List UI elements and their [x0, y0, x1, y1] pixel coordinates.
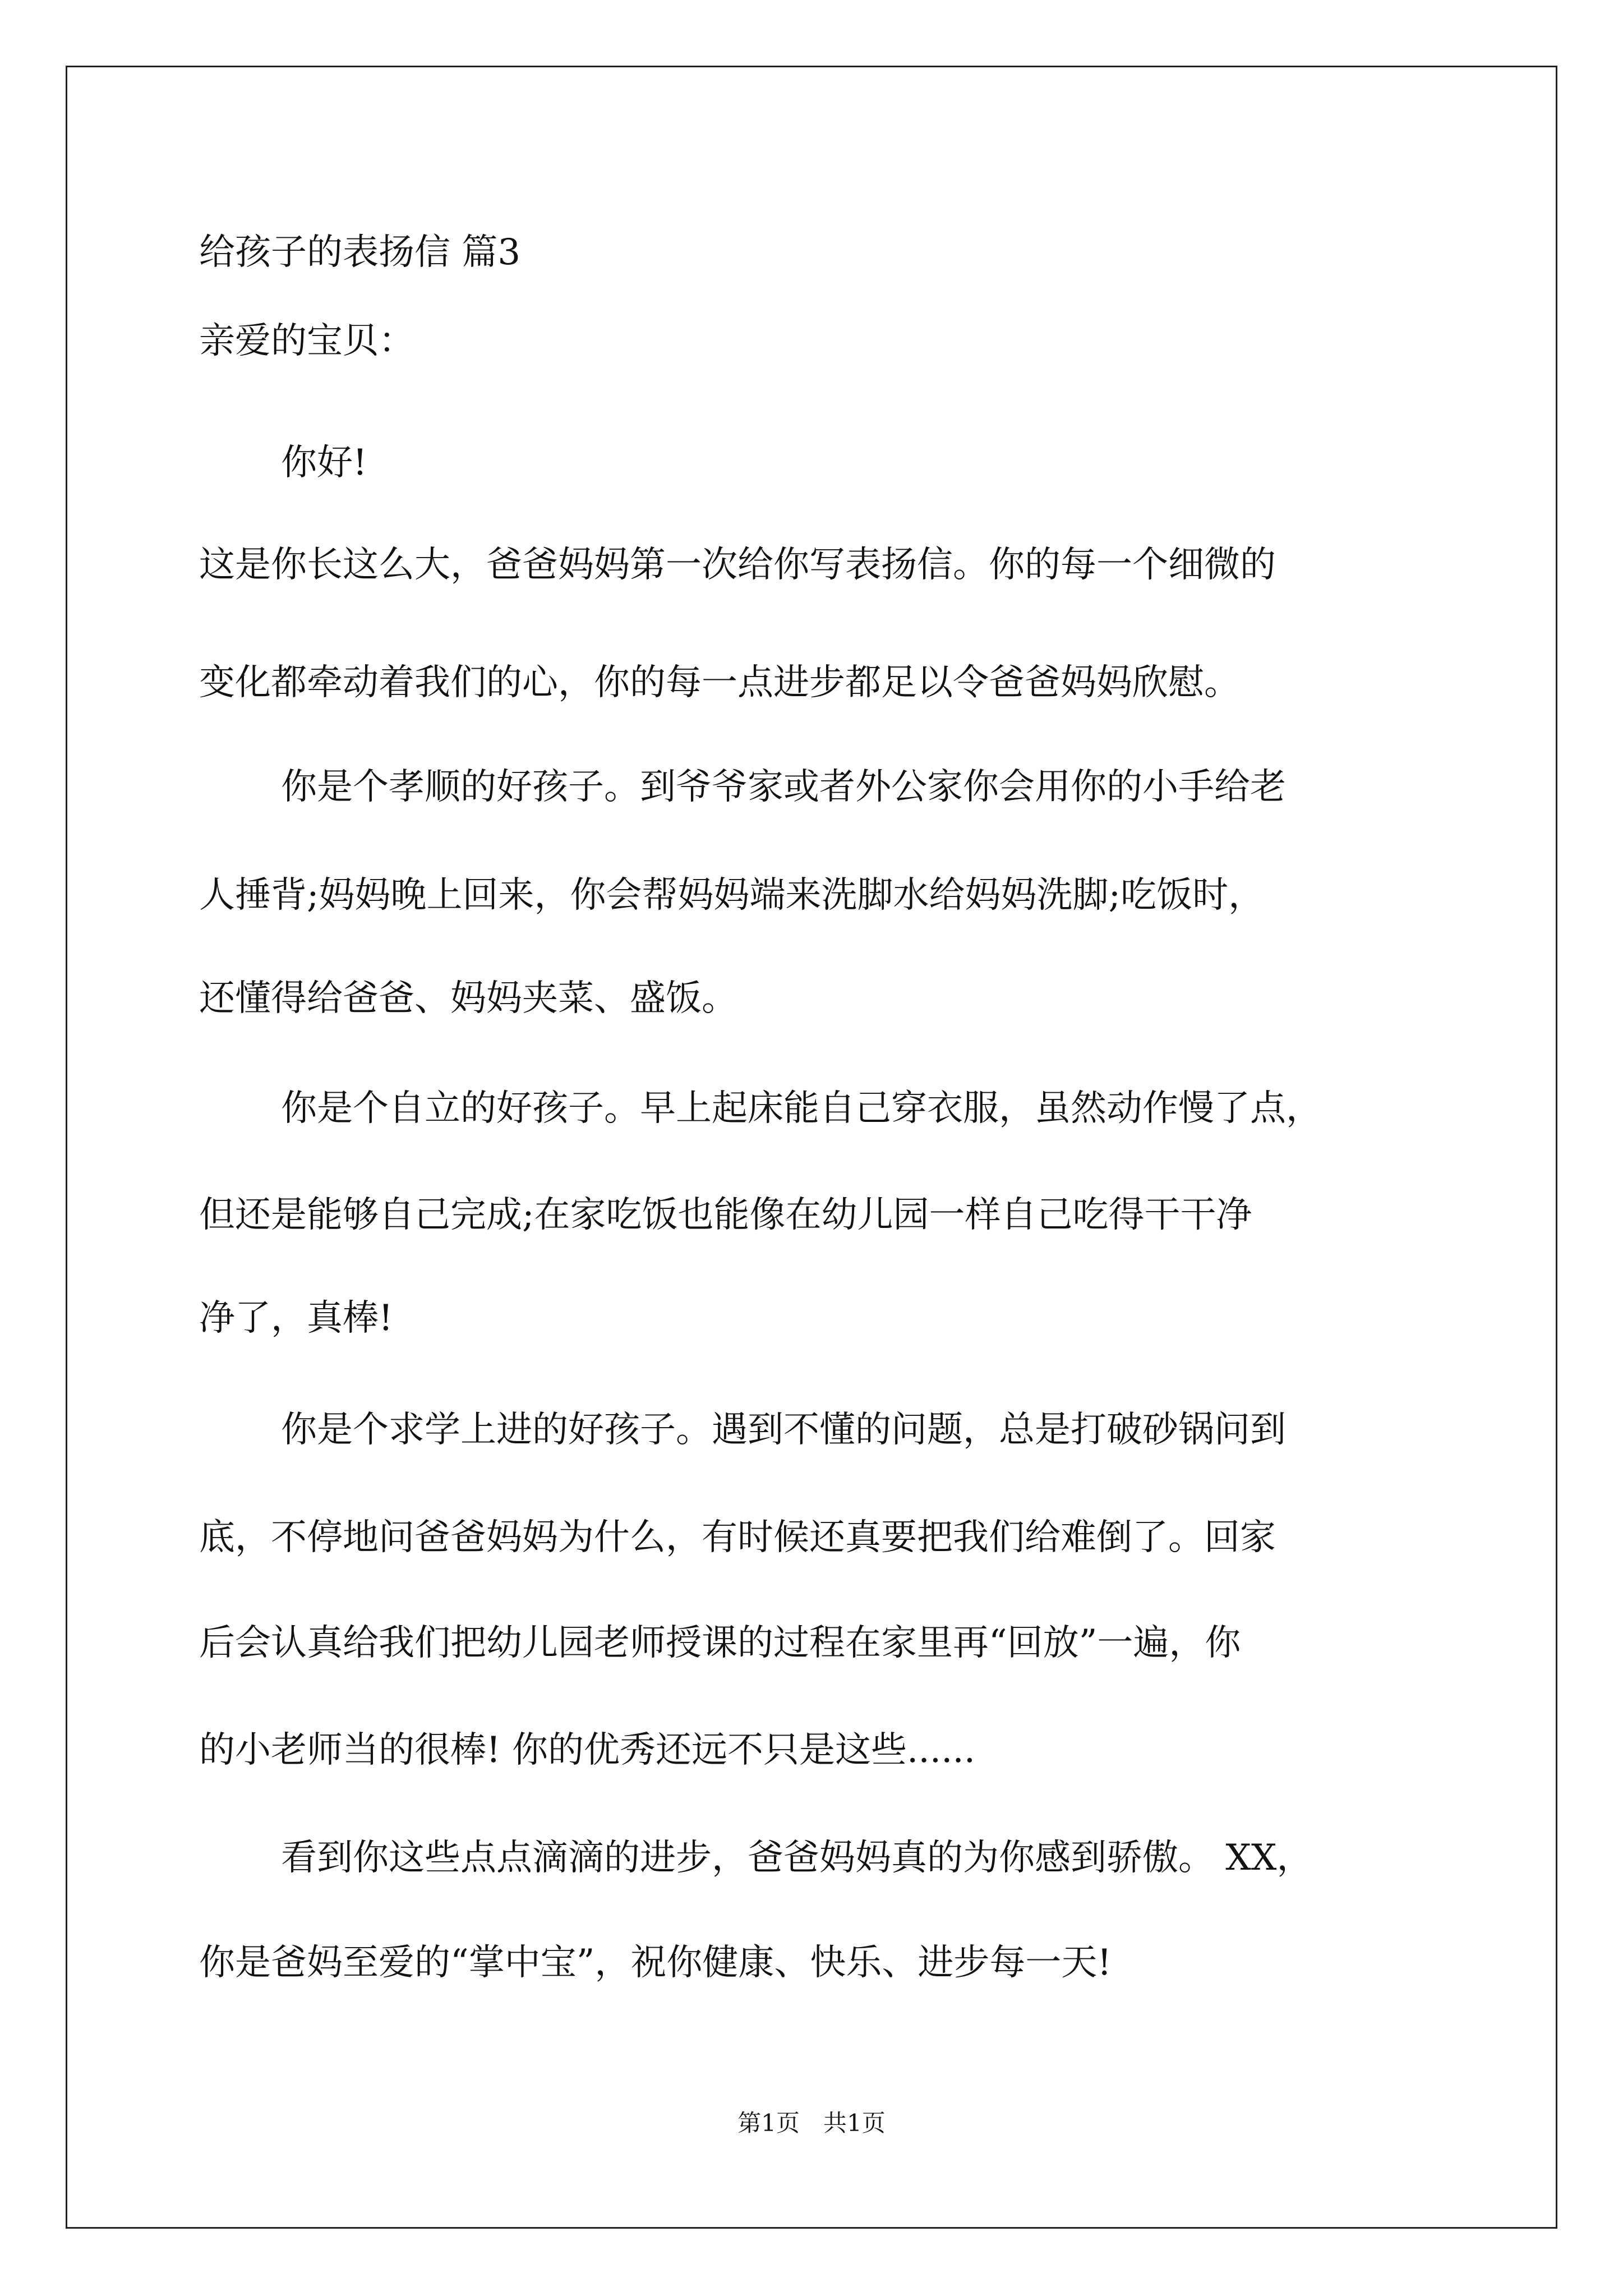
page-border	[66, 66, 1557, 2229]
body-line: 你是个孝顺的好孩子。到爷爷家或者外公家你会用你的小手给老	[281, 766, 1286, 808]
body-line: 但还是能够自己完成;在家吃饭也能像在幼儿园一样自己吃得干干净	[199, 1194, 1252, 1236]
body-line: 还懂得给爸爸、妈妈夹菜、盛饭。	[199, 978, 737, 1019]
letter-title: 给孩子的表扬信 篇3	[199, 232, 521, 273]
body-line: 后会认真给我们把幼儿园老师授课的过程在家里再“回放”一遍，你	[199, 1622, 1241, 1664]
greeting: 你好!	[281, 442, 367, 484]
body-line: 净了，真棒!	[199, 1297, 393, 1339]
salutation: 亲爱的宝贝：	[199, 320, 414, 362]
body-line: 的小老师当的很棒! 你的优秀还远不只是这些......	[199, 1729, 976, 1771]
body-line: 你是爸妈至爱的“掌中宝”，祝你健康、快乐、进步每一天!	[199, 1942, 1112, 1984]
body-line: 变化都牵动着我们的心，你的每一点进步都足以令爸爸妈妈欣慰。	[199, 662, 1240, 703]
body-line: 这是你长这么大，爸爸妈妈第一次给你写表扬信。你的每一个细微的	[199, 544, 1276, 586]
body-line: 底，不停地问爸爸妈妈为什么，有时候还真要把我们给难倒了。回家	[199, 1517, 1276, 1558]
body-line: 看到你这些点点滴滴的进步，爸爸妈妈真的为你感到骄傲。 XX，	[281, 1837, 1313, 1879]
body-line: 人捶背;妈妈晚上回来，你会帮妈妈端来洗脚水给妈妈洗脚;吃饭时，	[199, 875, 1265, 916]
page-footer: 第1页 共1页	[737, 2109, 886, 2137]
body-line: 你是个自立的好孩子。早上起床能自己穿衣服，虽然动作慢了点，	[281, 1088, 1322, 1129]
body-line: 你是个求学上进的好孩子。遇到不懂的问题，总是打破砂锅问到	[281, 1409, 1286, 1451]
